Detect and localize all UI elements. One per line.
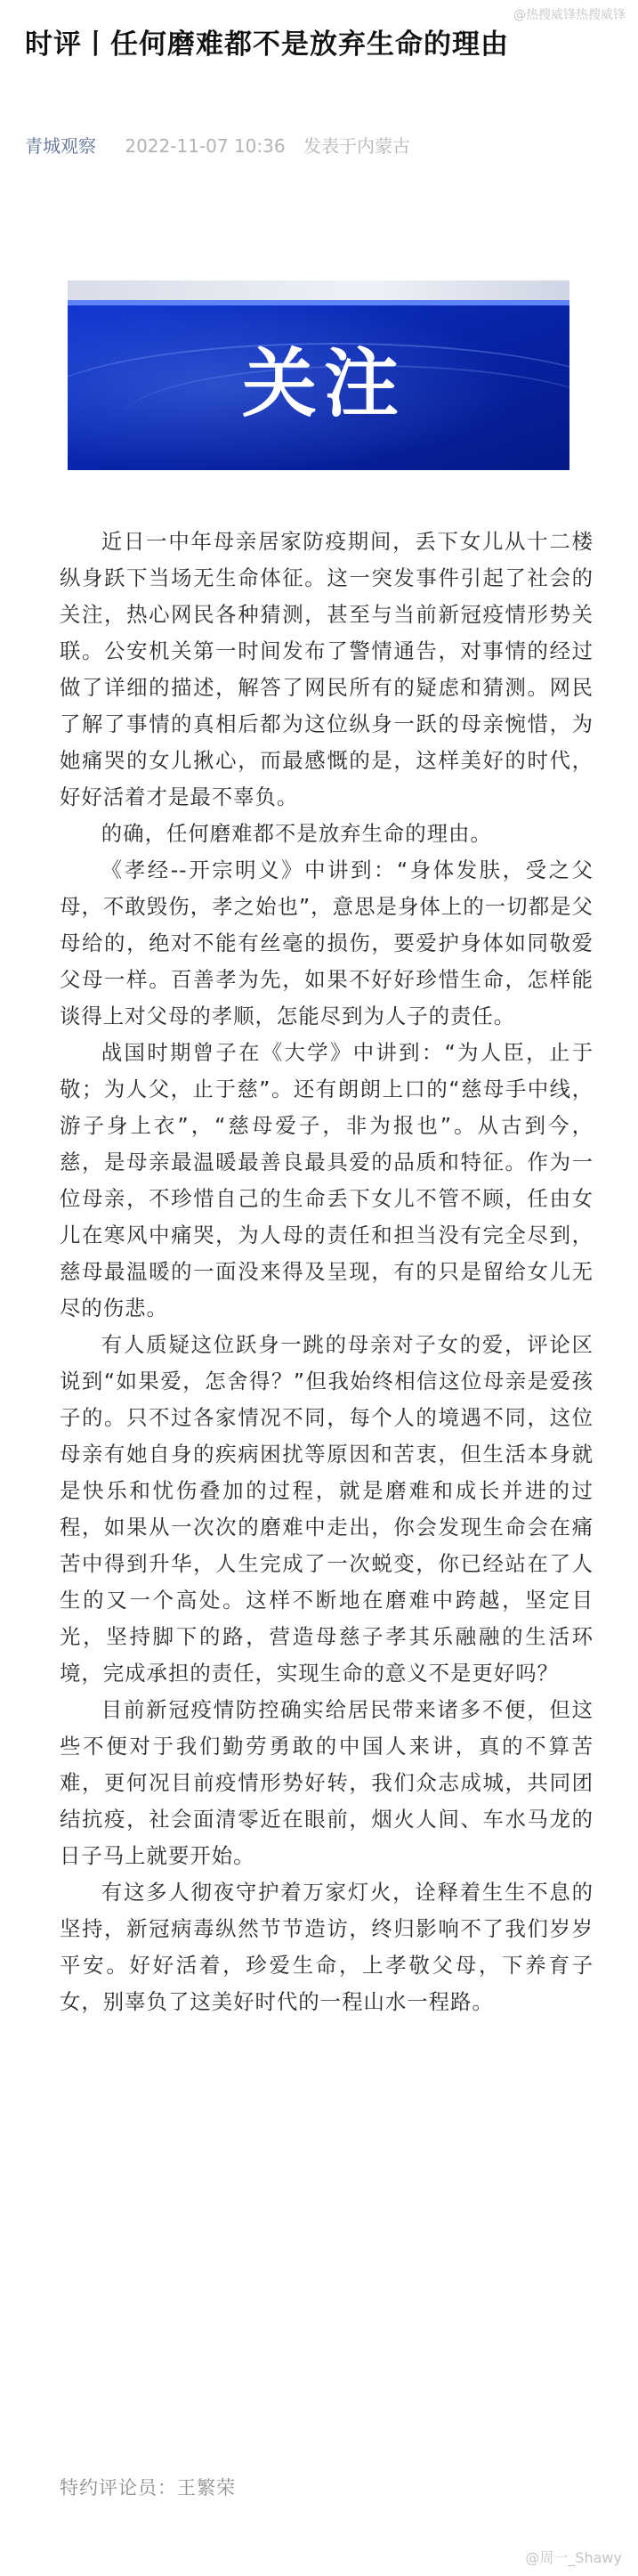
banner-top-stripe	[68, 280, 569, 300]
article-paragraph: 《孝经--开宗明义》中讲到：“身体发肤，受之父母，不敢毁伤，孝之始也”，意思是身体上的一切都是父母给的，绝对不能有丝毫的损伤，要爱护身体如同敬爱父母一样。百善孝为先，如果不好好珍惜生命，怎样能谈得上对父母的孝顺，怎能尽到为人子的责任。	[60, 857, 594, 1028]
watermark-top: @热搜威锋热搜威锋	[513, 8, 626, 22]
article-paragraph: 有这多人彻夜守护着万家灯火，诠释着生生不息的坚持，新冠病毒纵然节节造访，终归影响不了我们岁岁平安。好好活着，珍爱生命，上孝敬父母，下养育子女，别辜负了这美好时代的一程山水一程路。	[60, 1880, 594, 2014]
article-paragraph: 有人质疑这位跃身一跳的母亲对子女的爱，评论区说到“如果爱，怎舍得？”但我始终相信这位母亲是爱孩子的。只不过各家情况不同，每个人的境遇不同，这位母亲有她自身的疾病困扰等原因和苦衷，但生活本身就是快乐和忧伤叠加的过程，就是磨难和成长并进的过程，如果从一次次的磨难中走出，你会发现生命会在痛苦中得到升华，人生完成了一次蜕变，你已经站在了人生的又一个高处。这样不断地在磨难中跨越，坚定目光，坚持脚下的路，营造母慈子孝其乐融融的生活环境，完成承担的责任，实现生命的意义不是更好吗？	[60, 1332, 594, 1686]
article-paragraph: 近日一中年母亲居家防疫期间，丢下女儿从十二楼纵身跃下当场无生命体征。这一突发事件引起了社会的关注，热心网民各种猜测，甚至与当前新冠疫情形势关联。公安机关第一时间发布了警情通告，对事情的经过做了详细的描述，解答了网民所有的疑虑和猜测。网民了解了事情的真相后都为这位纵身一跃的母亲惋惜，为她痛哭的女儿揪心，而最感慨的是，这样美好的时代，好好活着才是最不辜负。	[60, 529, 594, 809]
author-account-link[interactable]: 青城观察	[25, 135, 96, 157]
article-meta	[25, 134, 410, 158]
article-signature: 特约评论员：王繁荣	[60, 2477, 236, 2499]
banner-text: 关注	[242, 340, 407, 427]
watermark-bottom: @周一_Shawy	[525, 2549, 622, 2566]
article-paragraph: 的确，任何磨难都不是放弃生命的理由。	[101, 821, 492, 846]
article-body	[60, 524, 594, 2020]
publish-time: 2022-11-07 10:36	[125, 135, 286, 157]
article-title: 时评丨任何磨难都不是放弃生命的理由	[25, 28, 509, 61]
article-paragraph: 目前新冠疫情防控确实给居民带来诸多不便，但这些不便对于我们勤劳勇敢的中国人来讲，真的不算苦难，更何况目前疫情形势好转，我们众志成城，共同团结抗疫，社会面清零近在眼前，烟火人间、车水马龙的日子马上就要开始。	[60, 1697, 594, 1868]
article-banner-image	[68, 280, 569, 470]
publish-location: 发表于内蒙古	[303, 135, 410, 157]
article-paragraph: 战国时期曾子在《大学》中讲到：“为人臣，止于敬；为人父，止于慈”。还有朗朗上口的“慈母手中线，游子身上衣”，“慈母爱子，非为报也”。从古到今，慈，是母亲最温暖最善良最具爱的品质和特征。作为一位母亲，不珍惜自己的生命丢下女儿不管不顾，任由女儿在寒风中痛哭，为人母的责任和担当没有完全尽到，慈母最温暖的一面没来得及呈现，有的只是留给女儿无尽的伤悲。	[60, 1040, 594, 1321]
banner-stripe-line	[68, 300, 569, 305]
